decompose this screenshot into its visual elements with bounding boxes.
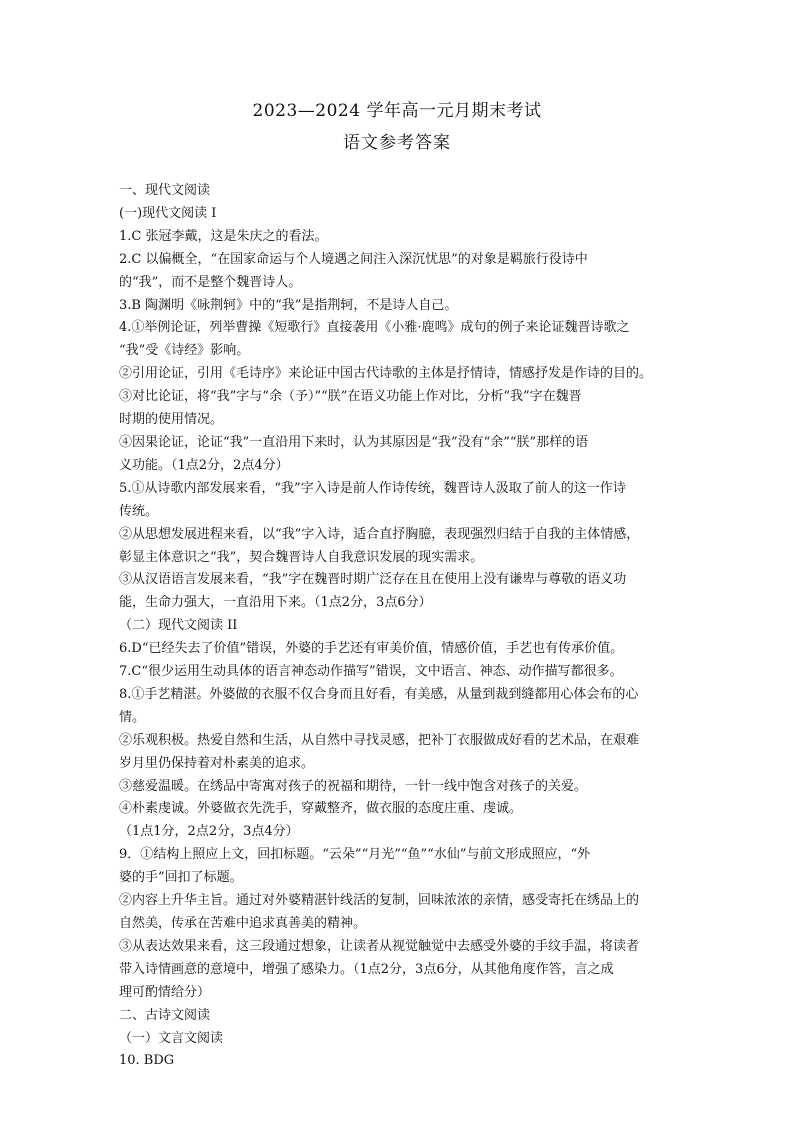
answer-line: 5.①从诗歌内部发展来看，“我”字入诗是前人作诗传统，魏晋诗人汲取了前人的这一作诗 (119, 480, 626, 496)
document-title: 2023—2024 学年高一元月期末考试 (252, 101, 542, 121)
answer-line: 9．①结构上照应上文，回扣标题。“云朵”“月光”“鱼”“水仙”与前文形成照应，“外 (119, 847, 591, 863)
answer-line: ③慈爱温暖。在绣品中寄寓对孩子的祝福和期待，一针一线中饱含对孩子的关爱。 (119, 778, 588, 794)
answer-line: 2.C 以偏概全，“在国家命运与个人境遇之间注入深沉忧思”的对象是羁旅行役诗中 (119, 251, 588, 267)
answer-line: ③从汉语语言发展来看，“我”字在魏晋时期广泛存在且在使用上没有谦卑与尊敬的语义功 (119, 572, 627, 588)
section-heading-classical-reading: 二、古诗文阅读 (119, 1007, 211, 1023)
answer-line: 7.C“很少运用生动具体的语言神态动作描写”错误，文中语言、神态、动作描写都很多。 (119, 664, 623, 680)
answer-line: 带入诗情画意的意境中，增强了感染力。（1点2分，3点6分，从其他角度作答，言之成 (119, 961, 614, 977)
section-heading-modern-reading: 一、现代文阅读 (119, 183, 211, 198)
answer-line: 理可酌情给分） (119, 984, 211, 1000)
answer-line: 6.D“已经失去了价值”错误，外婆的手艺还有审美价值，情感价值，手艺也有传承价值。 (119, 641, 624, 657)
subsection-heading-reading-2: （二）现代文阅读 II (119, 618, 238, 634)
answer-line: 4.①举例论证，列举曹操《短歌行》直接袭用《小雅·鹿鸣》成句的例子来论证魏晋诗歌之 (119, 320, 630, 336)
answer-line: ④朴素虔诚。外婆做衣先洗手，穿戴整齐，做衣服的态度庄重、虔诚。 (119, 801, 523, 817)
answer-line: “我”受《诗经》影响。 (119, 343, 250, 359)
answer-line: ②内容上升华主旨。通过对外婆精湛针线活的复制，回味浓浓的亲情，感受寄托在绣品上的 (119, 893, 640, 909)
answer-line: ③对比论证，将“我”字与“余（予）”“朕”在语义功能上作对比，分析“我”字在魏晋 (119, 389, 582, 405)
answer-line: 8.①手艺精湛。外婆做的衣服不仅合身而且好看，有美感，从量到裁到缝都用心体会布的心 (119, 686, 639, 702)
answer-line: ②乐观积极。热爱自然和生活，从自然中寻找灵感，把补丁衣服做成好看的艺术品，在艰难 (119, 732, 640, 748)
answer-line: （1点1分，2点2分，3点4分） (119, 824, 299, 840)
answer-line: 3.B 陶渊明《咏荆轲》中的“我”是指荆轲，不是诗人自己。 (119, 297, 458, 313)
document-title-block (0, 98, 794, 156)
answer-line: 自然美，传承在苦难中追求真善美的精神。 (119, 916, 367, 931)
answer-line: ③从表达效果来看，这三段通过想象，让读者从视觉触觉中去感受外婆的手纹手温，将读者 (119, 938, 640, 954)
answer-line: 10. BDG (119, 1053, 175, 1069)
answer-line: 的“我”，而不是整个魏晋诗人。 (119, 274, 302, 290)
subsection-heading-classical-prose: （一）文言文阅读 (119, 1030, 224, 1046)
answer-line: 彰显主体意识之“我”，契合魏晋诗人自我意识发展的现实需求。 (119, 549, 484, 565)
subsection-heading-reading-1: (一)现代文阅读 I (119, 205, 217, 221)
answer-line: 情。 (119, 709, 146, 725)
answer-line: 能，生命力强大，一直沿用下来。（1点2分，3点6分） (119, 595, 432, 611)
answer-line: 义功能。（1点2分，2点4分） (119, 457, 289, 473)
answer-line: ②从思想发展进程来看，以“我”字入诗，适合直抒胸臆，表现强烈归结于自我的主体情感， (119, 526, 640, 542)
answer-line: 婆的手”回扣了标题。 (119, 870, 243, 886)
answer-content (119, 180, 679, 1073)
answer-line: ②引用论证，引用《毛诗序》来论证中国古代诗歌的主体是抒情诗，情感抒发是作诗的目的。 (119, 366, 653, 382)
answer-line: 岁月里仍保持着对朴素美的追求。 (119, 755, 315, 771)
answer-line: 时期的使用情况。 (119, 412, 224, 428)
answer-line: 传统。 (119, 503, 159, 519)
answer-line: ④因果论证，论证“我”一直沿用下来时，认为其原因是“我”没有“余”“朕”那样的语 (119, 434, 589, 450)
answer-line: 1.C 张冠李戴，这是朱庆之的看法。 (119, 228, 328, 244)
document-subtitle: 语文参考答案 (343, 133, 451, 153)
